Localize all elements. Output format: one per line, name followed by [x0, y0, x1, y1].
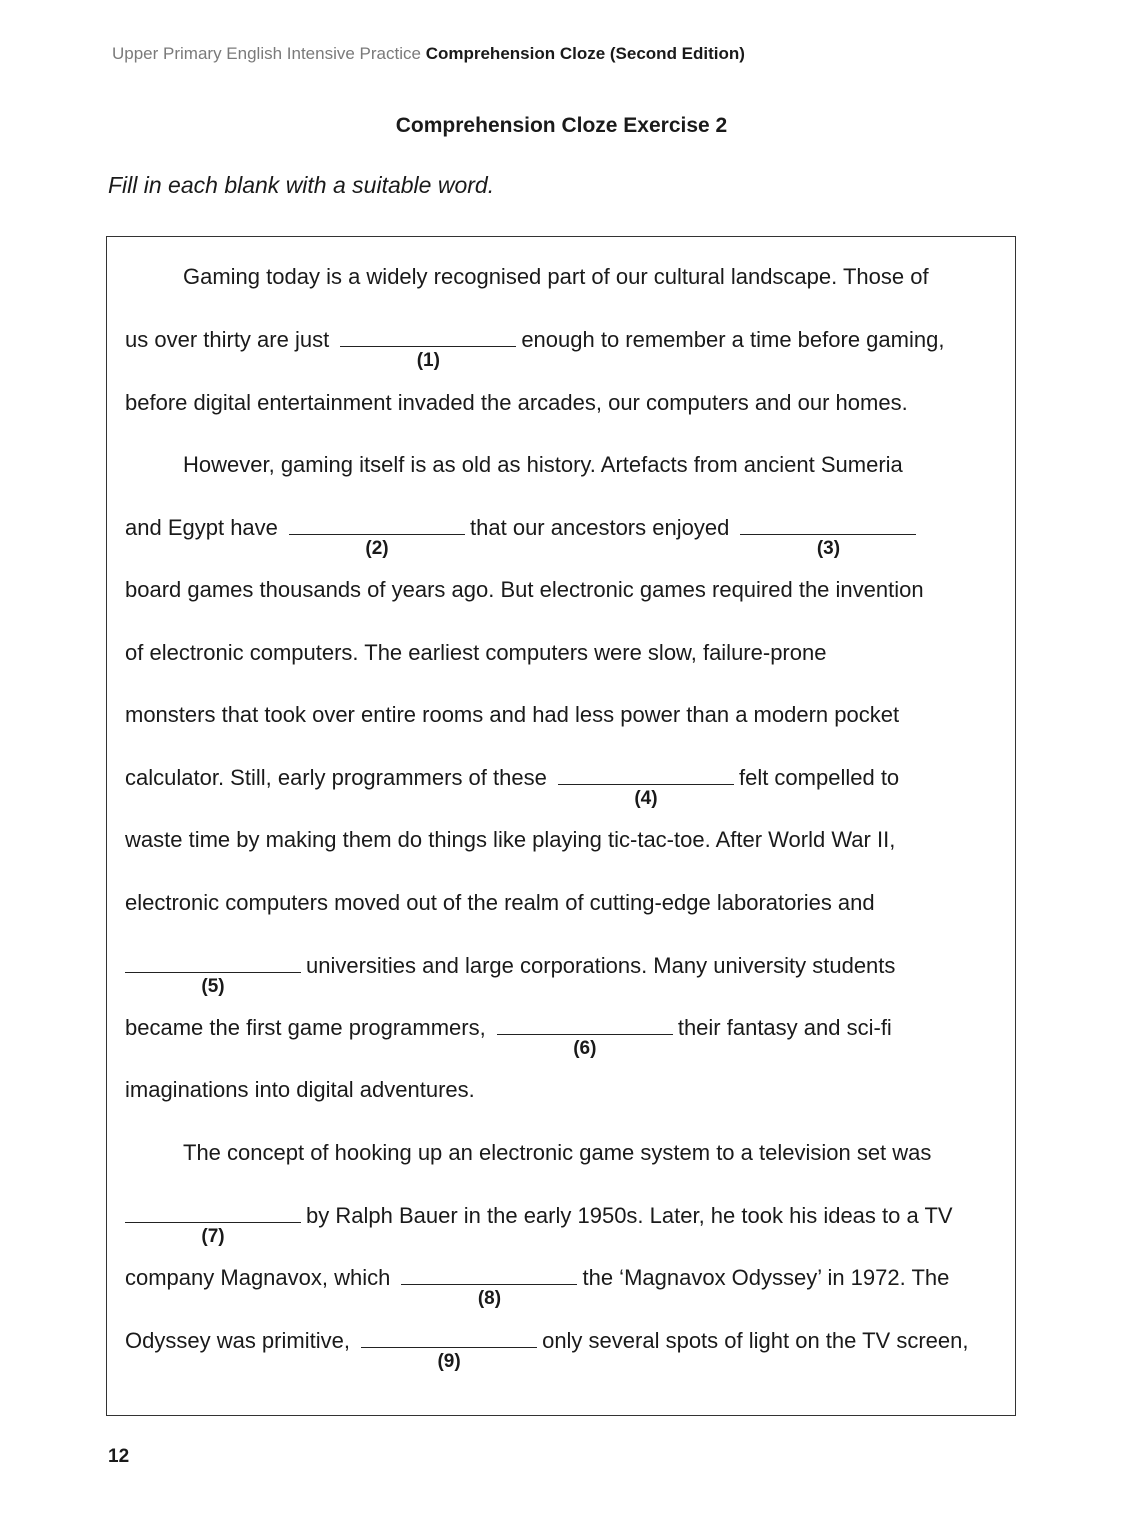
- passage-text: electronic computers moved out of the realm of cutting-edge laboratories and: [125, 890, 875, 915]
- passage-line: [125, 1201, 953, 1247]
- passage-line: [125, 700, 899, 730]
- passage-text: only several spots of light on the TV screen,: [542, 1328, 969, 1353]
- passage-line: [125, 1263, 950, 1309]
- instructions: Fill in each blank with a suitable word.: [108, 172, 495, 198]
- passage-text: that our ancestors enjoyed: [470, 515, 730, 540]
- blank-number: (8): [477, 1288, 502, 1309]
- passage-text: the ‘Magnavox Odyssey’ in 1972. The: [582, 1265, 950, 1290]
- passage-text: enough to remember a time before gaming,: [521, 327, 945, 352]
- blank-9[interactable]: [361, 1327, 537, 1372]
- passage-text: company Magnavox, which: [125, 1265, 391, 1290]
- passage-text: imaginations into digital adventures.: [125, 1077, 475, 1102]
- blank-8[interactable]: [401, 1264, 577, 1309]
- passage-line: [125, 513, 921, 559]
- passage-text: us over thirty are just: [125, 327, 330, 352]
- passage-text: The concept of hooking up an electronic game system to a television set was: [183, 1140, 932, 1165]
- series-title: Upper Primary English Intensive Practice: [112, 44, 421, 63]
- page-number: 12: [108, 1446, 130, 1467]
- blank-6[interactable]: [497, 1014, 673, 1059]
- passage-text: waste time by making them do things like playing tic-tac-toe. After World War II,: [125, 827, 896, 852]
- passage-text: universities and large corporations. Many university students: [306, 953, 896, 978]
- blank-number: (2): [365, 538, 389, 559]
- passage-text: monsters that took over entire rooms and had less power than a modern pocket: [125, 702, 900, 727]
- passage-text: of electronic computers. The earliest computers were slow, failure-prone: [125, 640, 827, 665]
- passage-line: [125, 325, 945, 371]
- blank-number: (7): [201, 1226, 225, 1247]
- running-header: [112, 44, 745, 64]
- passage-text: Gaming today is a widely recognised part of our cultural landscape. Those of: [183, 264, 929, 289]
- blank-7[interactable]: [125, 1202, 301, 1247]
- blank-2[interactable]: [289, 514, 465, 559]
- passage-line: [125, 1075, 475, 1105]
- passage-line: [125, 1013, 892, 1059]
- passage-line: [183, 1138, 931, 1168]
- blank-1[interactable]: [340, 326, 516, 371]
- passage-line: [125, 888, 875, 918]
- book-title: Comprehension Cloze (Second Edition): [425, 44, 745, 63]
- blank-4[interactable]: [558, 764, 734, 809]
- passage-text: and Egypt have: [125, 515, 278, 540]
- blank-number: (5): [201, 976, 225, 997]
- passage-text: calculator. Still, early programmers of these: [125, 765, 547, 790]
- blank-number: (9): [437, 1351, 461, 1372]
- passage-line: [125, 825, 895, 855]
- passage-line: [125, 388, 908, 418]
- passage-text: felt compelled to: [738, 765, 900, 790]
- passage-text: became the first game programmers,: [125, 1015, 486, 1040]
- passage-text: by Ralph Bauer in the early 1950s. Later, he took his ideas to a TV: [306, 1203, 953, 1228]
- blank-number: (4): [634, 788, 658, 809]
- passage-text: before digital entertainment invaded the arcades, our computers and our homes.: [125, 390, 908, 415]
- blank-number: (6): [573, 1038, 597, 1059]
- blank-5[interactable]: [125, 952, 301, 997]
- passage-line: [183, 450, 903, 480]
- passage-text: Odyssey was primitive,: [125, 1328, 350, 1353]
- blank-3[interactable]: [740, 514, 916, 559]
- passage-text: board games thousands of years ago. But electronic games required the invention: [125, 577, 924, 602]
- passage-line: [125, 638, 826, 668]
- passage-text: their fantasy and sci-fi: [677, 1015, 892, 1040]
- blank-number: (3): [816, 538, 841, 559]
- passage-line: [125, 951, 896, 997]
- passage-line: [183, 262, 929, 292]
- passage-line: [125, 575, 924, 605]
- passage-line: [125, 1326, 969, 1372]
- blank-number: (1): [416, 350, 440, 371]
- passage-line: [125, 763, 900, 809]
- exercise-title: Comprehension Cloze Exercise 2: [395, 114, 728, 137]
- passage-text: However, gaming itself is as old as history. Artefacts from ancient Sumeria: [183, 452, 903, 477]
